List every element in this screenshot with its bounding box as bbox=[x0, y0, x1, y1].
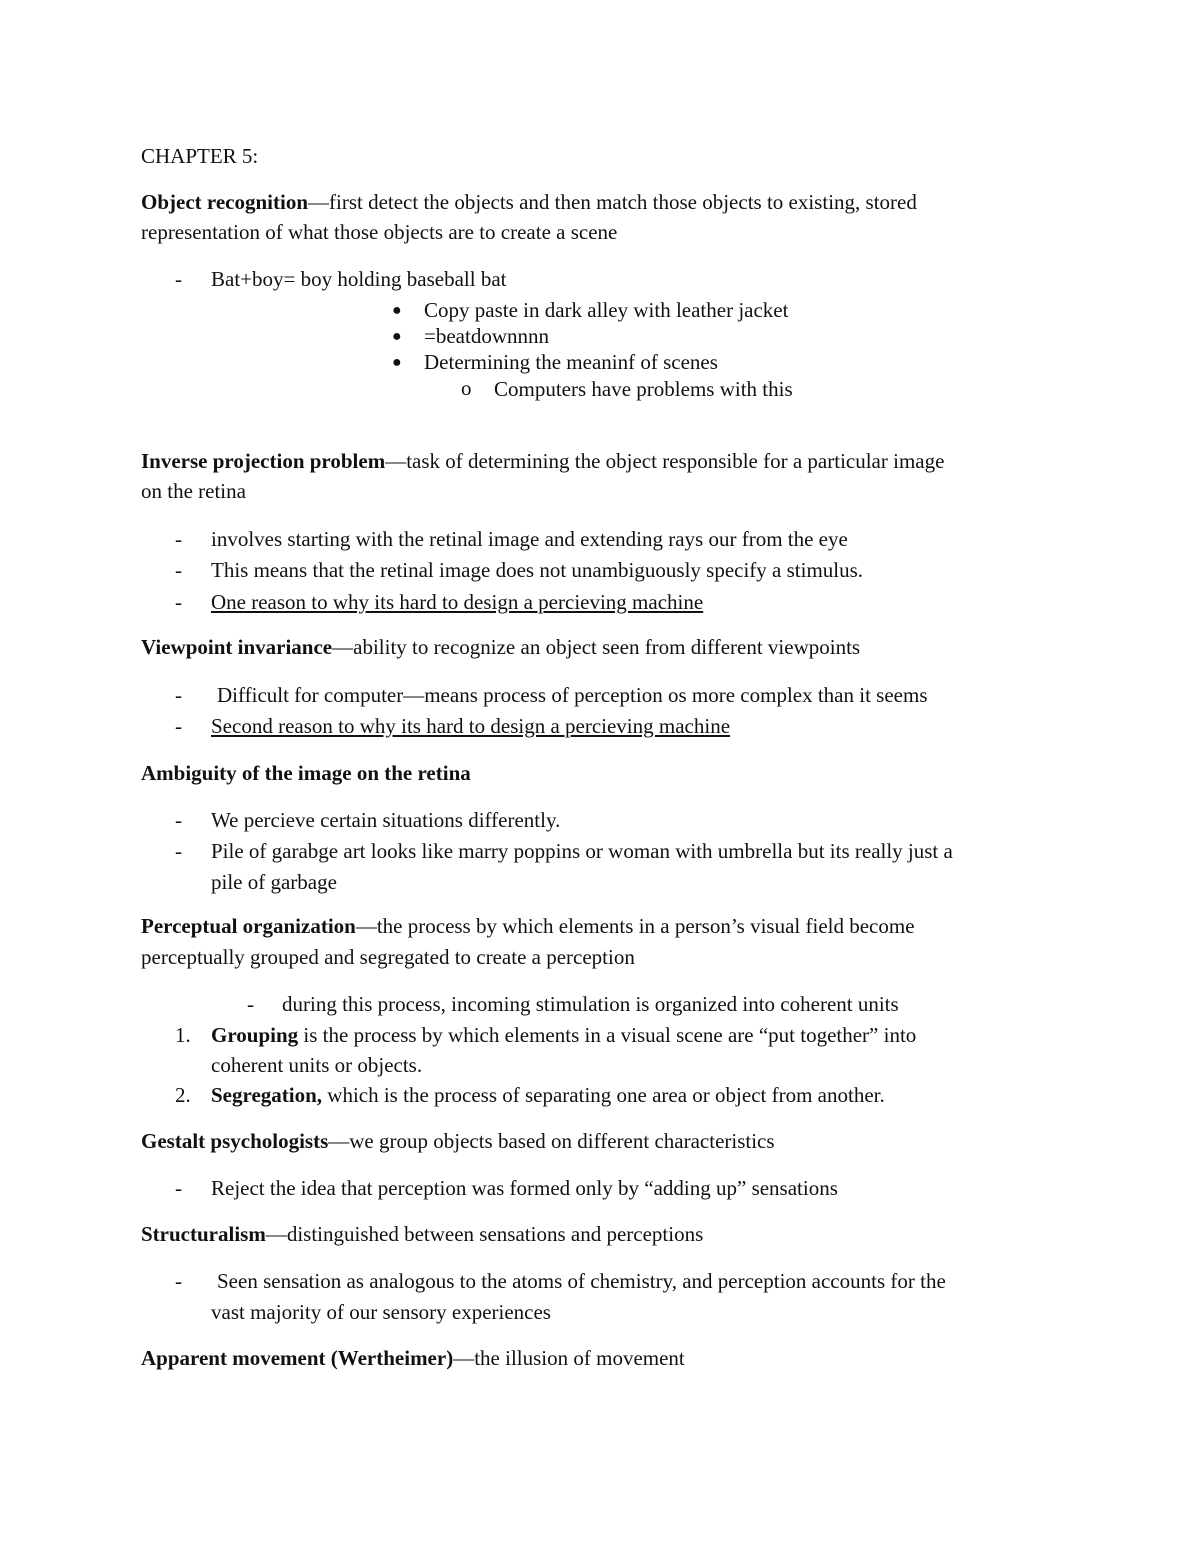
list-item-continuation: pile of garbage bbox=[211, 870, 337, 894]
list-item-continuation: vast majority of our sensory experiences bbox=[211, 1300, 551, 1324]
list-item: during this process, incoming stimulation is organized into coherent units bbox=[282, 992, 899, 1016]
dash-marker: - bbox=[247, 992, 254, 1016]
list-item: Reject the idea that perception was formed only by “adding up” sensations bbox=[211, 1176, 838, 1200]
dash-marker: - bbox=[175, 590, 182, 614]
term-object-recognition: Object recognition bbox=[141, 190, 308, 214]
list-number: 1. bbox=[175, 1023, 191, 1047]
term-inverse-projection: Inverse projection problem bbox=[141, 449, 386, 473]
term-perceptual-organization: Perceptual organization bbox=[141, 914, 356, 938]
definition-text: —distinguished between sensations and perceptions bbox=[265, 1222, 704, 1246]
term-structuralism: Structuralism bbox=[141, 1222, 266, 1246]
dash-marker: - bbox=[175, 1176, 182, 1200]
list-item: Difficult for computer—means process of perception os more complex than it seems bbox=[217, 683, 928, 707]
definition-text: —the illusion of movement bbox=[453, 1346, 685, 1370]
object-recognition-definition bbox=[141, 189, 917, 215]
list-item-underlined: One reason to why its hard to design a percieving machine bbox=[211, 590, 704, 614]
list-item-underlined: Second reason to why its hard to design a percieving machine bbox=[211, 714, 731, 738]
bullet-item: Determining the meaninf of scenes bbox=[424, 350, 718, 374]
list-item: We percieve certain situations differently. bbox=[211, 808, 561, 832]
term-apparent-movement: Apparent movement (Wertheimer) bbox=[141, 1346, 454, 1370]
dash-marker: - bbox=[175, 714, 182, 738]
gestalt-definition bbox=[141, 1128, 775, 1154]
definition-text: —ability to recognize an object seen from different viewpoints bbox=[332, 635, 861, 659]
list-item: Pile of garabge art looks like marry poppins or woman with umbrella but its really just a bbox=[211, 839, 953, 863]
perceptual-organization-definition bbox=[141, 913, 915, 939]
definition-text: —we group objects based on different characteristics bbox=[328, 1129, 775, 1153]
list-number: 2. bbox=[175, 1083, 191, 1107]
structuralism-definition bbox=[141, 1221, 703, 1247]
definition-text: —the process by which elements in a person’s visual field become bbox=[355, 914, 915, 938]
list-item: This means that the retinal image does not unambiguously specify a stimulus. bbox=[211, 558, 864, 582]
definition-text: —first detect the objects and then match those objects to existing, stored bbox=[308, 190, 917, 214]
sub-bullet-marker: o bbox=[461, 376, 472, 400]
viewpoint-invariance-definition bbox=[141, 634, 860, 660]
numbered-item-continuation: coherent units or objects. bbox=[211, 1053, 423, 1077]
numbered-item-text: is the process by which elements in a visual scene are “put together” into bbox=[298, 1023, 917, 1047]
dash-marker: - bbox=[175, 267, 182, 291]
apparent-movement-definition bbox=[141, 1345, 685, 1371]
term-grouping: Grouping bbox=[211, 1023, 299, 1047]
numbered-item-text: which is the process of separating one area or object from another. bbox=[322, 1083, 885, 1107]
bullet-item: Copy paste in dark alley with leather jacket bbox=[424, 298, 789, 322]
list-item: Bat+boy= boy holding baseball bat bbox=[211, 267, 507, 291]
dash-marker: - bbox=[175, 527, 182, 551]
inverse-projection-definition bbox=[141, 448, 944, 474]
dash-marker: - bbox=[175, 1269, 182, 1293]
bullet-item: =beatdownnnn bbox=[424, 324, 549, 348]
list-item: involves starting with the retinal image and extending rays our from the eye bbox=[211, 527, 848, 551]
term-segregation: Segregation, bbox=[211, 1083, 323, 1107]
numbered-item bbox=[211, 1082, 885, 1108]
term-viewpoint-invariance: Viewpoint invariance bbox=[141, 635, 333, 659]
bullet-marker: ● bbox=[392, 328, 402, 345]
definition-text: —task of determining the object responsible for a particular image bbox=[385, 449, 945, 473]
bullet-marker: ● bbox=[392, 354, 402, 371]
dash-marker: - bbox=[175, 683, 182, 707]
dash-marker: - bbox=[175, 558, 182, 582]
bullet-marker: ● bbox=[392, 302, 402, 319]
ambiguity-heading: Ambiguity of the image on the retina bbox=[141, 761, 471, 785]
definition-continuation: representation of what those objects are to create a scene bbox=[141, 220, 618, 244]
definition-continuation: on the retina bbox=[141, 479, 246, 503]
dash-marker: - bbox=[175, 839, 182, 863]
list-item: Seen sensation as analogous to the atoms of chemistry, and perception accounts for the bbox=[217, 1269, 946, 1293]
numbered-item bbox=[211, 1022, 916, 1048]
sub-bullet-item: Computers have problems with this bbox=[494, 377, 793, 401]
term-gestalt: Gestalt psychologists bbox=[141, 1129, 329, 1153]
chapter-heading: CHAPTER 5: bbox=[141, 144, 259, 168]
definition-continuation: perceptually grouped and segregated to create a perception bbox=[141, 945, 635, 969]
dash-marker: - bbox=[175, 808, 182, 832]
